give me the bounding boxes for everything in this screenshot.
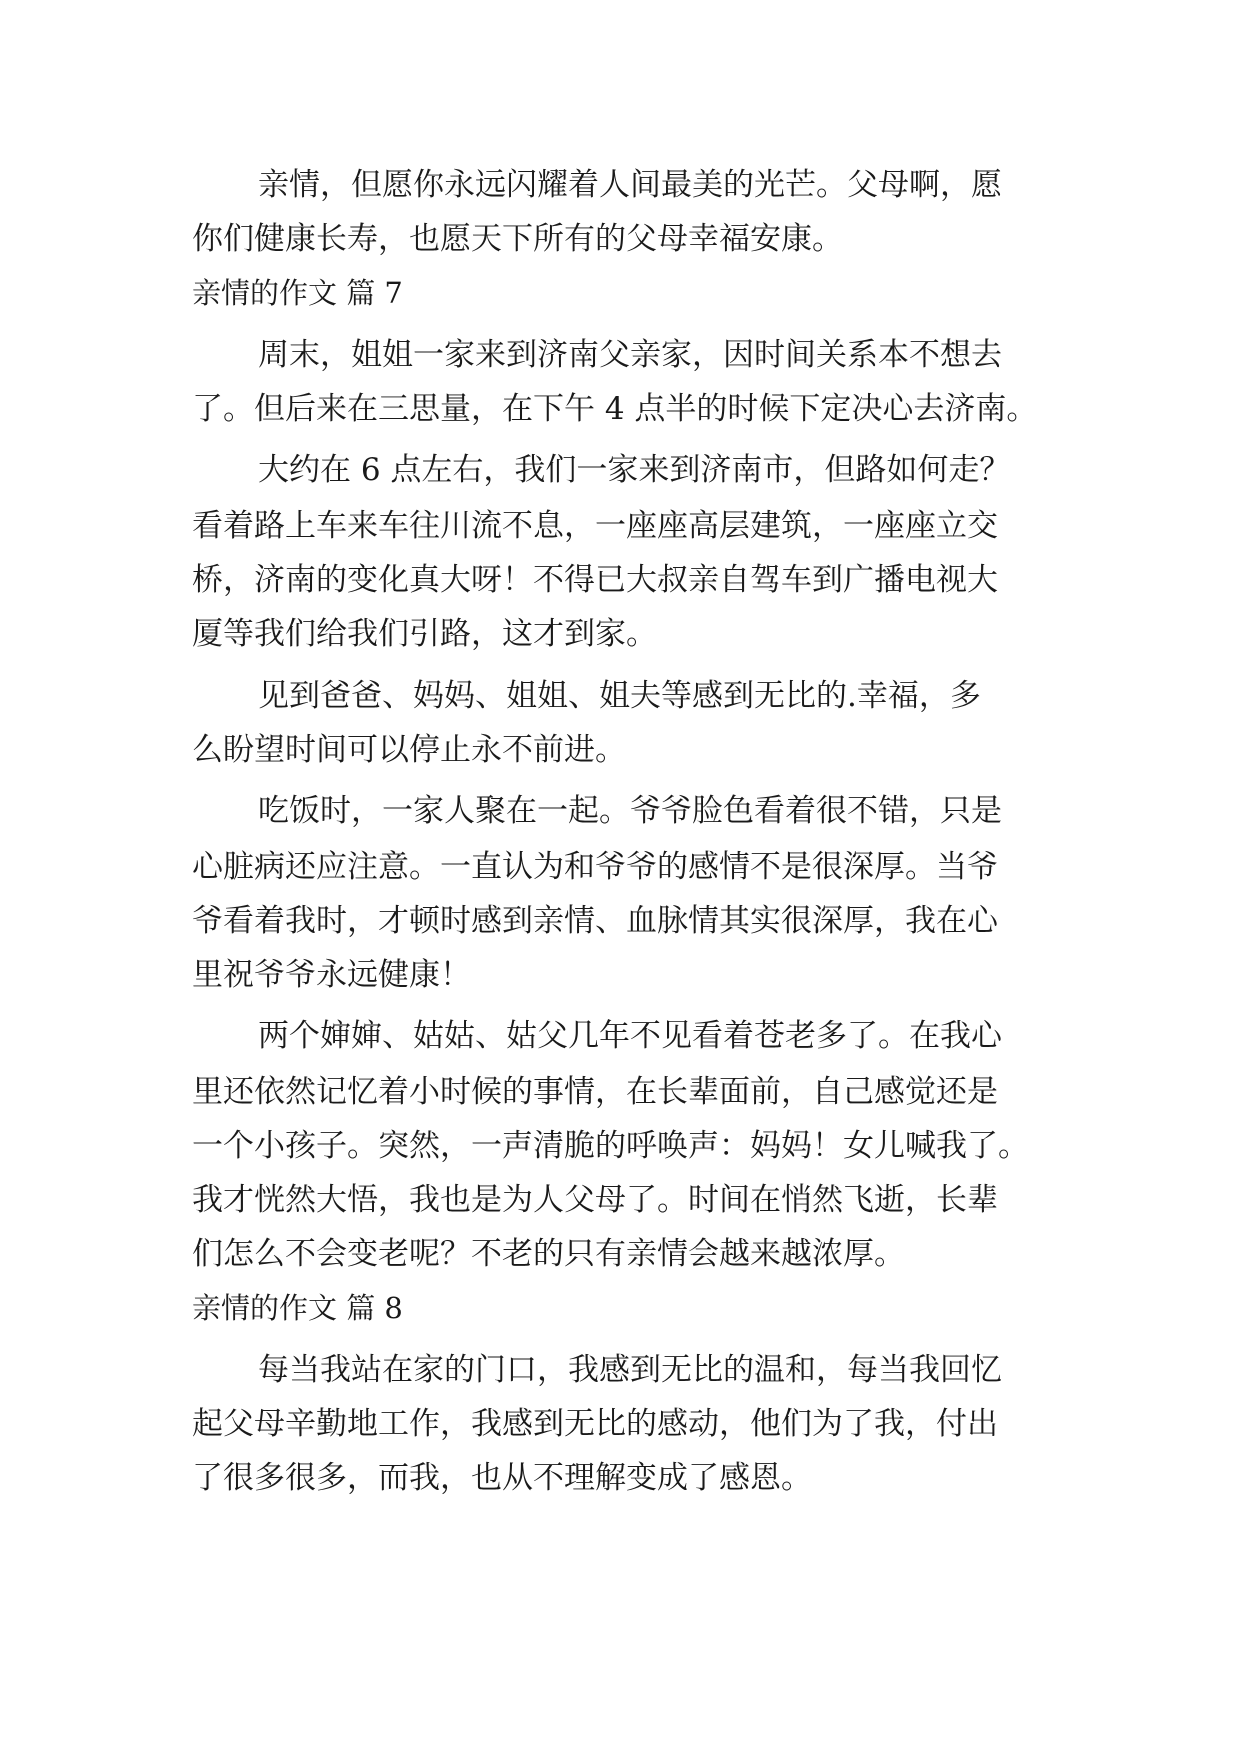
paragraph-line: 里还依然记忆着小时候的事情，在长辈面前，自己感觉还是 xyxy=(192,1074,998,1110)
paragraph-line: 我才恍然大悟，我也是为人父母了。时间在悄然飞逝，长辈 xyxy=(192,1182,998,1218)
paragraph-line: 吃饭时，一家人聚在一起。爷爷脸色看着很不错，只是 xyxy=(258,793,1002,829)
paragraph-line: 么盼望时间可以停止永不前进。 xyxy=(192,732,626,768)
paragraph-line: 一个小孩子。突然，一声清脆的呼唤声：妈妈！女儿喊我了。 xyxy=(192,1128,1029,1164)
paragraph-line: 起父母辛勤地工作，我感到无比的感动，他们为了我，付出 xyxy=(192,1406,998,1442)
paragraph-line: 看着路上车来车往川流不息，一座座高层建筑，一座座立交 xyxy=(192,508,998,544)
paragraph-line: 了很多很多，而我，也从不理解变成了感恩。 xyxy=(192,1460,812,1496)
paragraph-line: 们怎么不会变老呢？不老的只有亲情会越来越浓厚。 xyxy=(192,1236,905,1272)
section-heading: 亲情的作文 篇 7 xyxy=(192,276,403,310)
paragraph-line: 厦等我们给我们引路，这才到家。 xyxy=(192,616,657,652)
paragraph-line: 桥，济南的变化真大呀！不得已大叔亲自驾车到广播电视大 xyxy=(192,562,998,598)
paragraph-line: 周末，姐姐一家来到济南父亲家，因时间关系本不想去 xyxy=(258,337,1002,373)
paragraph-line: 见到爸爸、妈妈、姐姐、姐夫等感到无比的.幸福，多 xyxy=(258,678,981,714)
paragraph-line: 心脏病还应注意。一直认为和爷爷的感情不是很深厚。当爷 xyxy=(192,849,998,885)
paragraph-line: 大约在 6 点左右，我们一家来到济南市，但路如何走？ xyxy=(258,452,1011,488)
paragraph-line: 每当我站在家的门口，我感到无比的温和，每当我回忆 xyxy=(258,1352,1002,1388)
paragraph-line: 亲情，但愿你永远闪耀着人间最美的光芒。父母啊，愿 xyxy=(258,167,1002,203)
paragraph-line: 里祝爷爷永远健康！ xyxy=(192,957,471,993)
paragraph-line: 爷看着我时，才顿时感到亲情、血脉情其实很深厚，我在心 xyxy=(192,903,998,939)
paragraph-line: 你们健康长寿，也愿天下所有的父母幸福安康。 xyxy=(192,221,843,257)
section-heading: 亲情的作文 篇 8 xyxy=(192,1291,403,1325)
paragraph-line: 两个婶婶、姑姑、姑父几年不见看着苍老多了。在我心 xyxy=(258,1018,1002,1054)
paragraph-line: 了。但后来在三思量，在下午 4 点半的时候下定决心去济南。 xyxy=(192,391,1038,427)
